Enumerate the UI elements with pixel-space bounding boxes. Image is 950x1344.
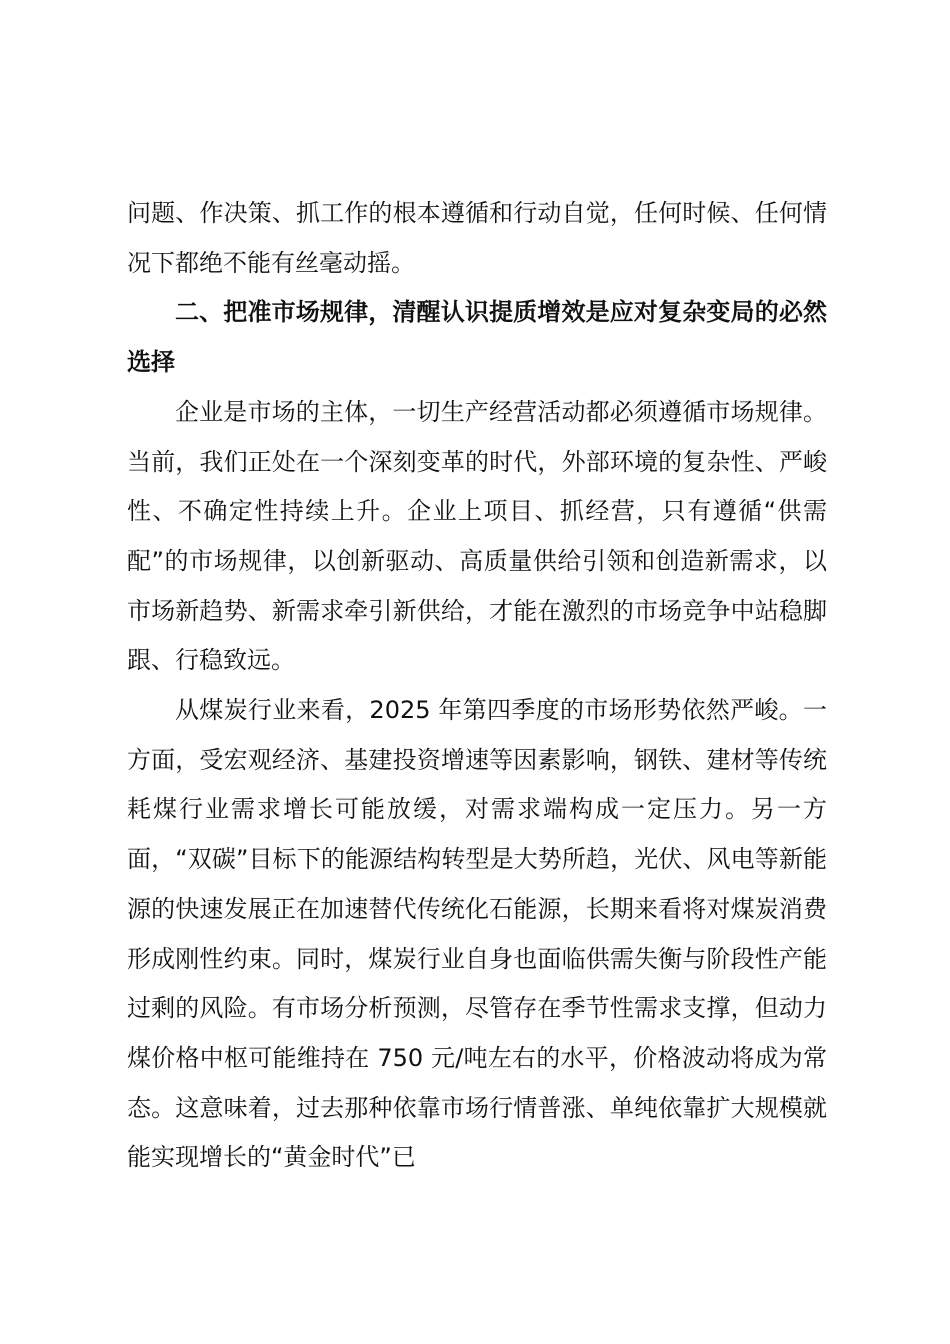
section-heading: 二、把准市场规律，清醒认识提质增效是应对复杂变局的必然选择: [127, 298, 827, 377]
paragraph-market-rules: 企业是市场的主体，一切生产经营活动都必须遵循市场规律。当前，我们正处在一个深刻变革的时代，外部环境的复杂性、严峻性、不确定性持续上升。企业上项目、抓经营，只有遵循“供需配”的市场规律，以创新驱动、高质量供给引领和创造新需求，以市场新趋势、新需求牵引新供给，才能在激烈的市场竞争中站稳脚跟、行稳致远。: [127, 397, 827, 675]
paragraph-coal-industry: 从煤炭行业来看，2025 年第四季度的市场形势依然严峻。一方面，受宏观经济、基建投资增速等因素影响，钢铁、建材等传统耗煤行业需求增长可能放缓，对需求端构成一定压力。另一方面，“双碳”目标下的能源结构转型是大势所趋，光伏、风电等新能源的快速发展正在加速替代传统化石能源，长期来看将对煤炭消费形成刚性约束。同时，煤炭行业自身也面临供需失衡与阶段性产能过剩的风险。有市场分析预测，尽管存在季节性需求支撑，但动力煤价格中枢可能维持在 750 元/吨左右的水平，价格波动将成为常态。这意味着，过去那种依靠市场行情普涨、单纯依靠扩大规模就能实现增长的“黄金时代”已: [127, 696, 827, 1172]
continued-paragraph: 问题、作决策、抓工作的根本遵循和行动自觉，任何时候、任何情况下都绝不能有丝毫动摇。: [127, 199, 827, 277]
document-body: [127, 189, 827, 1183]
